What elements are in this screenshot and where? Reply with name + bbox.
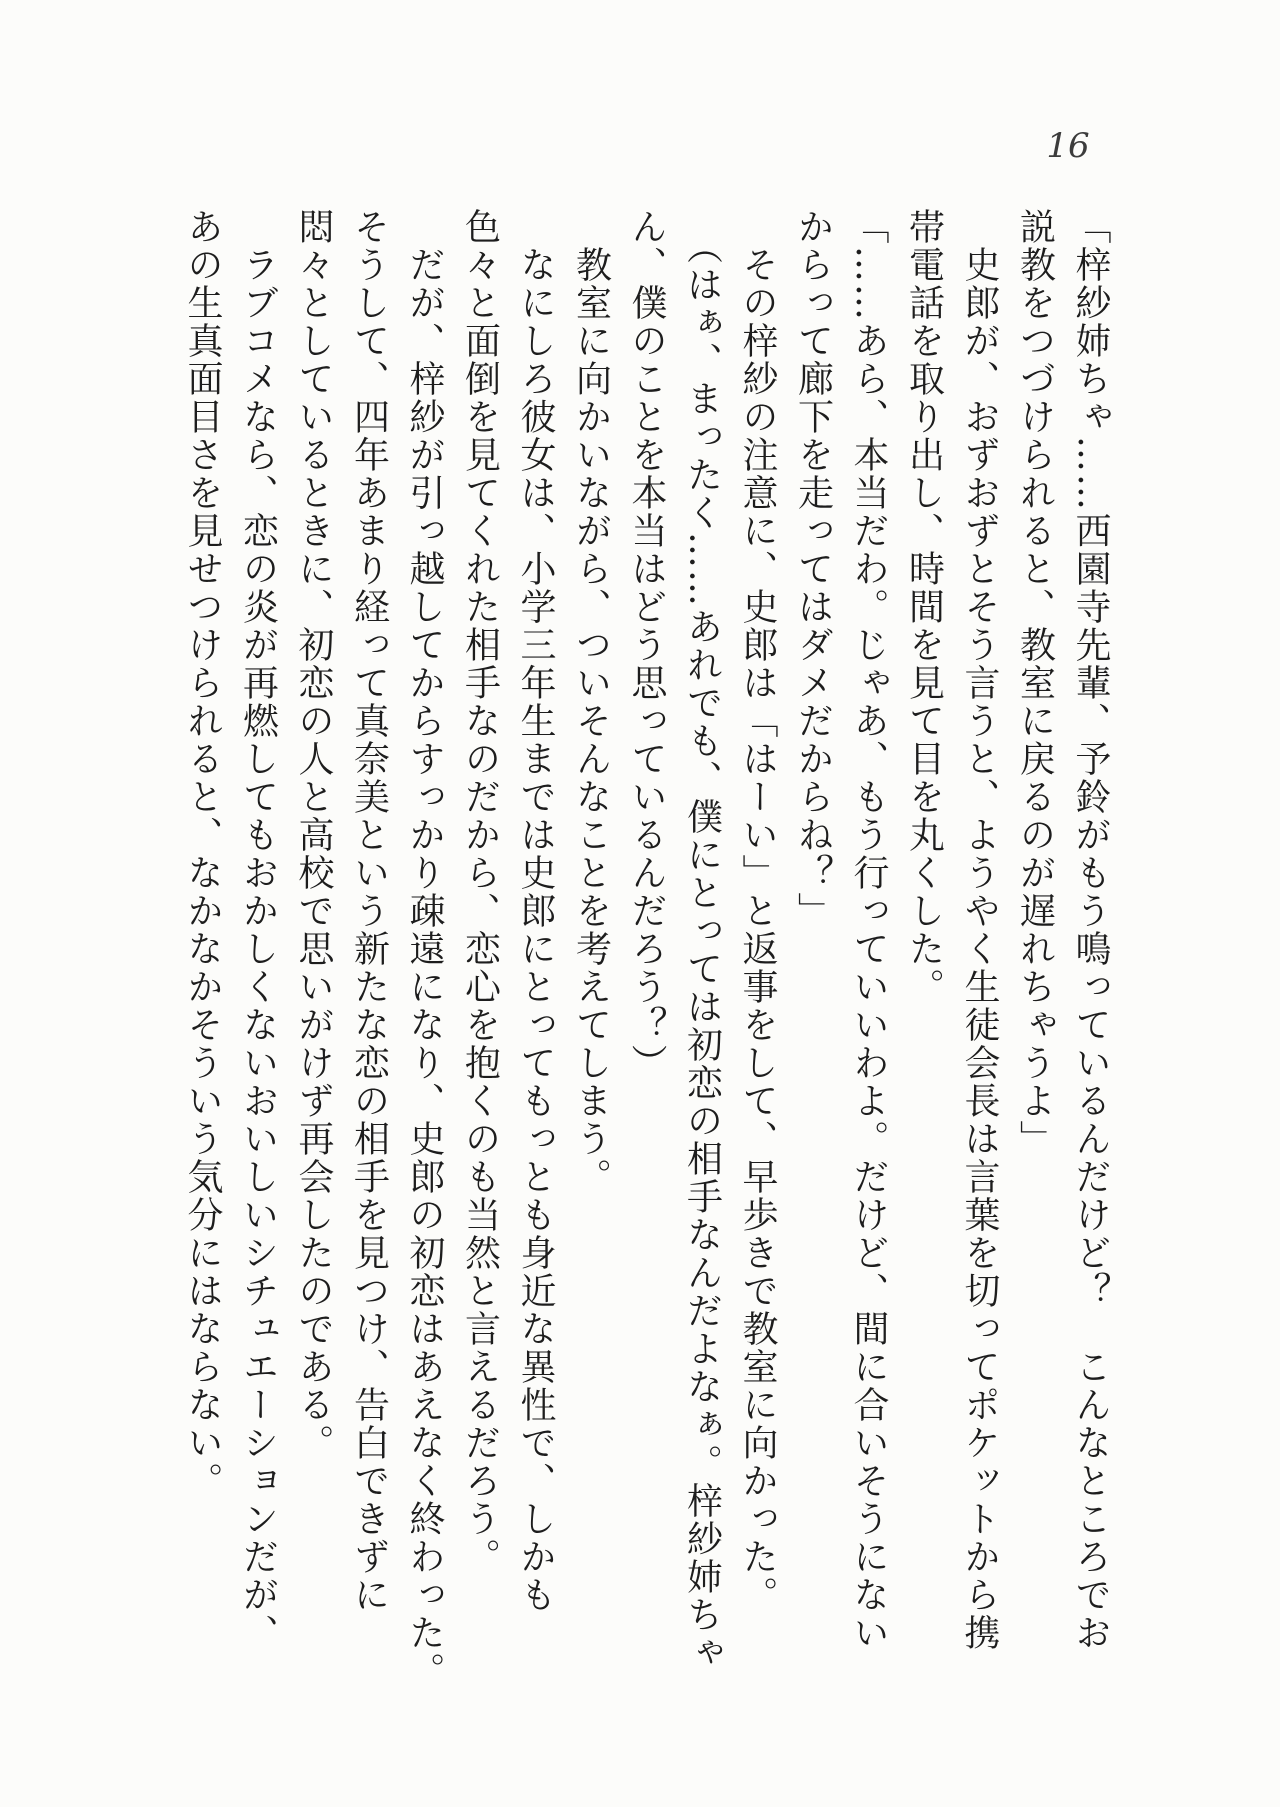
text-block	[175, 208, 1119, 1708]
text-line: だが、梓紗が引っ越してからすっかり疎遠になり、史郎の初恋はあえなく終わった。	[404, 208, 445, 1690]
text-line: 教室に向かいながら、ついそんなことを考えてしまう。	[570, 208, 612, 1196]
text-line: 「……あら、本当だわ。じゃあ、もう行っていいわよ。だけど、間に合いそうにない	[848, 208, 889, 1652]
text-line: ラブコメなら、恋の炎が再燃してもおかしくないおいしいシチュエーションだが、	[237, 208, 279, 1652]
text-line: ん、僕のことを本当はどう思っているんだろう？）	[626, 208, 667, 1082]
text-line: なにしろ彼女は、小学三年生までは史郎にとってもっとも身近な異性で、しかも	[515, 208, 556, 1614]
text-line: 史郎が、おずおずとそう言うと、ようやく生徒会長は言葉を切ってポケットから携	[959, 208, 1000, 1652]
text-line: 悶々としているときに、初恋の人と高校で思いがけず再会したのである。	[293, 208, 334, 1462]
text-line: あの生真面目さを見せつけられると、なかなかそういう気分にはならない。	[182, 208, 223, 1500]
text-line: 色々と面倒を見てくれた相手なのだから、恋心を抱くのも当然と言えるだろう。	[459, 208, 501, 1576]
text-line: 帯電話を取り出し、時間を見て目を丸くした。	[903, 208, 945, 1006]
text-line: 「梓紗姉ちゃ……西園寺先輩、予鈴がもう鳴っているんだけど？ こんなところでお	[1070, 208, 1111, 1652]
text-line: からって廊下を走ってはダメだからね？」	[792, 208, 834, 930]
text-line: （はぁ、まったく……あれでも、僕にとっては初恋の相手なんだよなぁ。梓紗姉ちゃ	[681, 208, 723, 1672]
text-line: その梓紗の注意に、史郎は「はーい」と返事をして、早歩きで教室に向かった。	[737, 208, 778, 1614]
page-number: 16	[1046, 126, 1090, 166]
text-line: そうして、四年あまり経って真奈美という新たな恋の相手を見つけ、告白できずに	[348, 208, 390, 1614]
text-line: 説教をつづけられると、教室に戻るのが遅れちゃうよ」	[1014, 208, 1056, 1158]
